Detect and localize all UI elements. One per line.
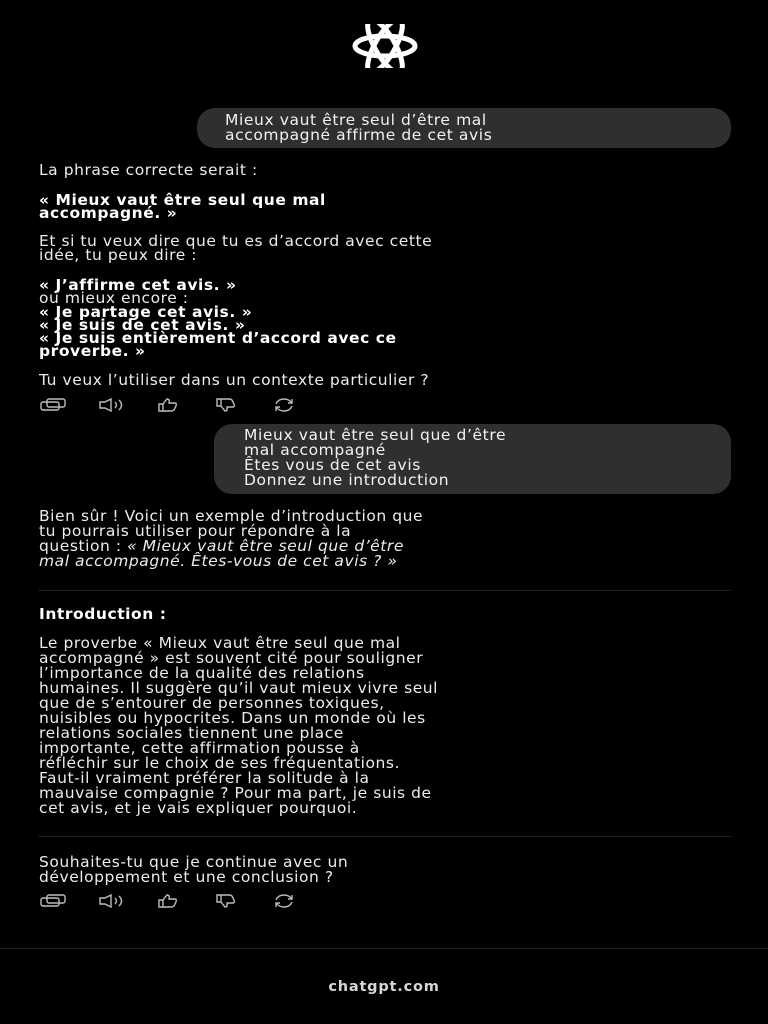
assistant-italic-text: « Mieux vaut être seul que d’être — [127, 537, 404, 555]
user-message-line: Donnez une introduction — [244, 471, 450, 489]
good-response-button[interactable] — [156, 397, 214, 411]
user-message-line: Êtes vous de cet avis — [244, 456, 421, 474]
assistant-question: développement et une conclusion ? — [39, 868, 334, 886]
user-message-line: accompagné affirme de cet avis — [225, 126, 493, 144]
thumbs-down-icon — [214, 398, 242, 412]
intro-paragraph-line: Faut-il vraiment préférer la solitude à la — [39, 769, 370, 787]
user-message-line: mal accompagné — [244, 441, 386, 459]
regenerate-icon — [272, 894, 300, 908]
user-message-bubble — [197, 108, 731, 148]
intro-paragraph-line: mauvaise compagnie ? Pour ma part, je suis de — [39, 784, 432, 802]
intro-paragraph-line: cet avis, et je vais expliquer pourquoi. — [39, 799, 358, 817]
assistant-quote: accompagné. » — [39, 204, 178, 222]
user-message-line: Mieux vaut être seul que d’être — [244, 426, 507, 444]
regenerate-button[interactable] — [272, 397, 330, 411]
intro-paragraph-line: réfléchir sur le choix de ses fréquentations. — [39, 754, 401, 772]
copy-icon — [40, 894, 68, 908]
intro-paragraph-line: accompagné » est souvent cité pour souligner — [39, 649, 424, 667]
assistant-text: idée, tu peux dire : — [39, 246, 198, 264]
bad-response-button[interactable] — [214, 397, 272, 411]
intro-paragraph-line: nuisibles ou hypocrites. Dans un monde où les — [39, 709, 426, 727]
assistant-option: « J’affirme cet avis. » — [39, 276, 237, 294]
assistant-option: « Je partage cet avis. » — [39, 303, 253, 321]
intro-paragraph-line: que de s’entourer de personnes toxiques, — [39, 694, 385, 712]
thumbs-down-icon — [214, 894, 242, 908]
thumbs-up-icon — [156, 398, 184, 412]
openai-logo-icon — [331, 24, 439, 68]
copy-icon — [40, 398, 68, 412]
page-url[interactable]: chatgpt.com — [328, 979, 440, 995]
assistant-text: La phrase correcte serait : — [39, 161, 258, 179]
good-response-button[interactable] — [156, 893, 214, 907]
bad-response-button[interactable] — [214, 893, 272, 907]
assistant-option: « Je suis de cet avis. » — [39, 316, 246, 334]
assistant-question: Souhaites-tu que je continue avec un — [39, 853, 349, 871]
copy-button[interactable] — [40, 397, 98, 411]
assistant-text: ou mieux encore : — [39, 289, 189, 307]
message-actions — [40, 397, 330, 411]
intro-paragraph-line: importante, cette affirmation pousse à — [39, 739, 360, 757]
assistant-text: tu pourrais utiliser pour répondre à la — [39, 522, 352, 540]
read-aloud-button[interactable] — [98, 893, 156, 907]
message-actions — [40, 893, 330, 907]
read-aloud-button[interactable] — [98, 397, 156, 411]
assistant-option: proverbe. » — [39, 342, 146, 360]
intro-paragraph-line: Le proverbe « Mieux vaut être seul que mal — [39, 634, 401, 652]
assistant-italic-text: mal accompagné. Êtes-vous de cet avis ? » — [39, 552, 398, 570]
regenerate-icon — [272, 398, 300, 412]
assistant-text: Et si tu veux dire que tu es d’accord avec cette — [39, 232, 433, 250]
footer-divider — [0, 948, 768, 949]
speaker-icon — [98, 398, 126, 412]
divider — [38, 590, 731, 591]
divider — [38, 836, 731, 837]
assistant-text: Bien sûr ! Voici un exemple d’introduction que — [39, 507, 424, 525]
speaker-icon — [98, 894, 126, 908]
section-heading: Introduction : — [39, 605, 167, 623]
copy-button[interactable] — [40, 893, 98, 907]
regenerate-button[interactable] — [272, 893, 330, 907]
intro-paragraph-line: l’importance de la qualité des relations — [39, 664, 365, 682]
assistant-option: « Je suis entièrement d’accord avec ce — [39, 329, 397, 347]
intro-paragraph-line: relations sociales tiennent une place — [39, 724, 344, 742]
assistant-quote: « Mieux vaut être seul que mal — [39, 191, 326, 209]
user-message-line: Mieux vaut être seul d’être mal — [225, 111, 487, 129]
user-message-bubble — [214, 424, 731, 494]
thumbs-up-icon — [156, 894, 184, 908]
assistant-text: question : — [39, 537, 128, 555]
assistant-question: Tu veux l’utiliser dans un contexte particulier ? — [39, 371, 430, 389]
intro-paragraph-line: humaines. Il suggère qu’il vaut mieux vivre seul — [39, 679, 439, 697]
